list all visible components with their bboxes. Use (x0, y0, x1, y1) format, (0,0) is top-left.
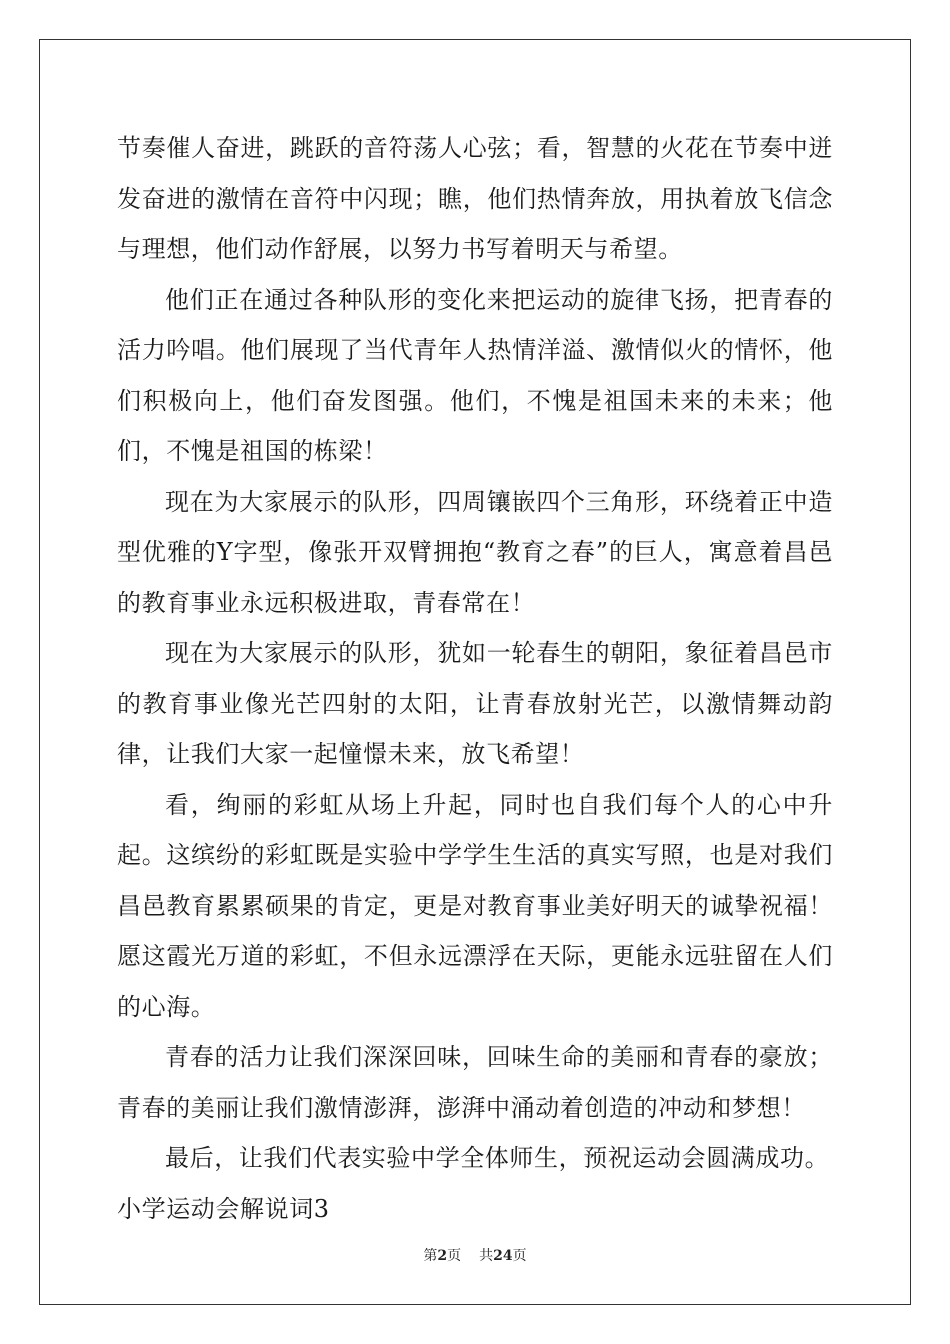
paragraph: 看，绚丽的彩虹从场上升起，同时也自我们每个人的心中升起。这缤纷的彩虹既是实验中学学生生活的真实写照，也是对我们昌邑教育累累硕果的肯定，更是对教育事业美好明天的诚挚祝福！愿这霞光万道的彩虹，不但永远漂浮在天际，更能永远驻留在人们的心海。 (117, 790, 833, 1021)
paragraph: 现在为大家展示的队形，四周镶嵌四个三角形，环绕着正中造型优雅的Y字型，像张开双臂拥抱“教育之春”的巨人，寓意着昌邑的教育事业永远积极进取，青春常在！ (117, 487, 833, 617)
section-heading: 小学运动会解说词3 (117, 1194, 330, 1223)
paragraph: 最后，让我们代表实验中学全体师生，预祝运动会圆满成功。 (165, 1144, 830, 1172)
total-suffix: 页 (512, 1248, 527, 1264)
page-number: 2 (437, 1248, 448, 1264)
page-footer (0, 1246, 950, 1266)
paragraph: 现在为大家展示的队形，犹如一轮春生的朝阳，象征着昌邑市的教育事业像光芒四射的太阳，让青春放射光芒，以激情舞动韵律，让我们大家一起憧憬未来，放飞希望！ (117, 639, 833, 768)
total-pages: 24 (493, 1248, 513, 1264)
paragraph: 节奏催人奋进，跳跃的音符荡人心弦；看，智慧的火花在节奏中迸发奋进的激情在音符中闪现；瞧，他们热情奔放，用执着放飞信念与理想，他们动作舒展，以努力书写着明天与希望。 (117, 134, 833, 263)
page-prefix: 第 (423, 1248, 438, 1264)
paragraph: 青春的活力让我们深深回味，回味生命的美丽和青春的豪放；青春的美丽让我们激情澎湃，澎湃中涌动着创造的冲动和梦想！ (117, 1043, 833, 1122)
page-suffix: 页 (447, 1248, 462, 1264)
document-body (117, 123, 833, 1234)
total-prefix: 共 (479, 1248, 494, 1264)
paragraph: 他们正在通过各种队形的变化来把运动的旋律飞扬，把青春的活力吟唱。他们展现了当代青年人热情洋溢、激情似火的情怀，他们积极向上，他们奋发图强。他们，不愧是祖国未来的未来；他们，不愧是祖国的栋梁！ (117, 285, 833, 465)
